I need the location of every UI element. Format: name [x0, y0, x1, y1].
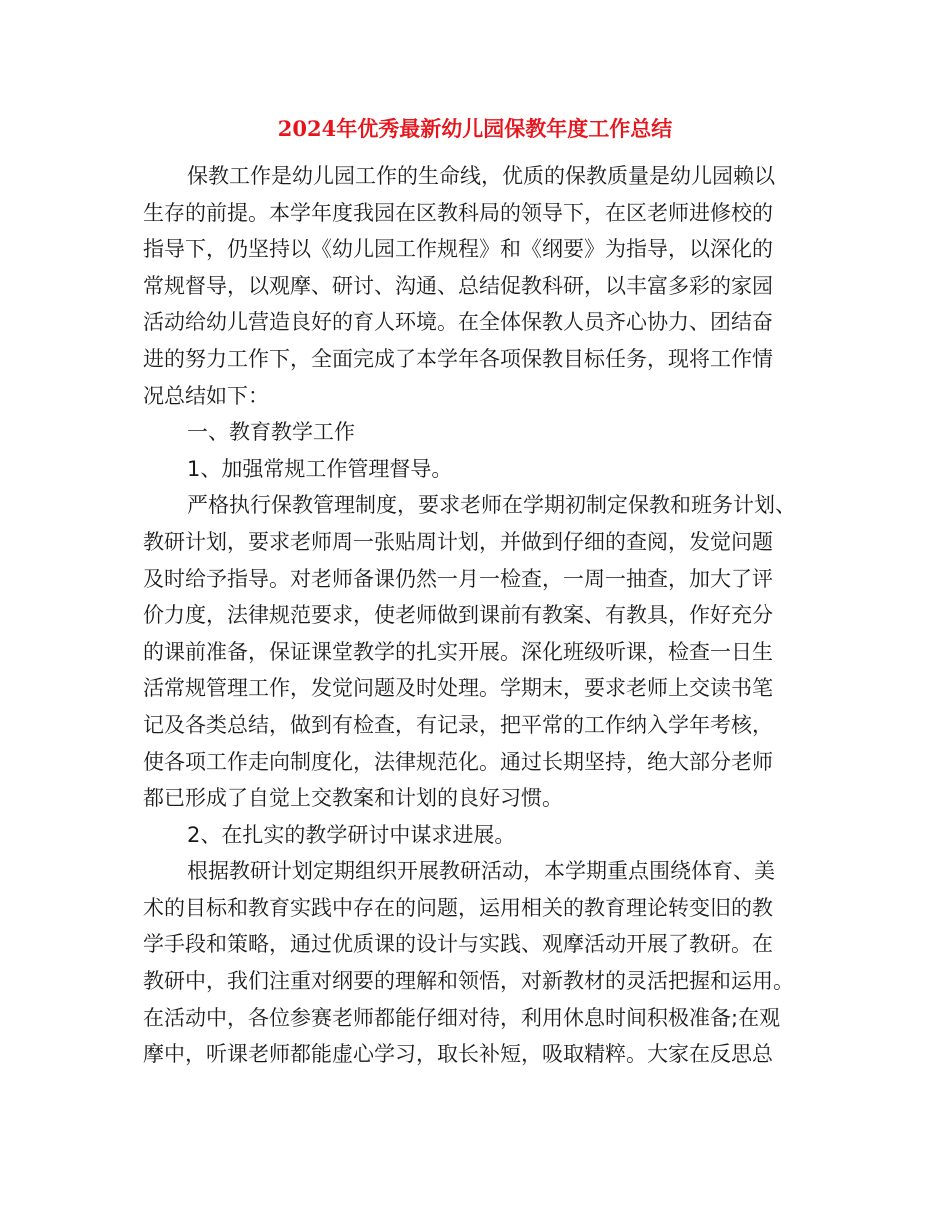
body-line: 一、教育教学工作 — [187, 420, 355, 445]
body-line: 活动给幼儿营造良好的育人环境。在全体保教人员齐心协力、团结奋 — [143, 310, 773, 335]
body-line: 记及各类总结，做到有检查，有记录，把平常的工作纳入学年考核， — [143, 712, 773, 737]
body-line: 活常规管理工作，发觉问题及时处理。学期末，要求老师上交读书笔 — [143, 676, 773, 701]
body-line: 都已形成了自觉上交教案和计划的良好习惯。 — [143, 786, 563, 811]
body-line: 常规督导，以观摩、研讨、沟通、总结促教科研，以丰富多彩的家园 — [143, 273, 773, 298]
document-body — [143, 158, 808, 1073]
body-line: 摩中，听课老师都能虚心学习，取长补短，吸取精粹。大家在反思总 — [143, 1042, 773, 1067]
body-line: 的课前准备，保证课堂教学的扎实开展。深化班级听课，检查一日生 — [143, 639, 773, 664]
body-line: 严格执行保教管理制度，要求老师在学期初制定保教和班务计划、 — [187, 493, 796, 518]
body-line: 生存的前提。本学年度我园在区教科局的领导下，在区老师进修校的 — [143, 200, 773, 225]
body-line: 使各项工作走向制度化，法律规范化。通过长期坚持，绝大部分老师 — [143, 749, 773, 774]
body-line: 指导下，仍坚持以《幼儿园工作规程》和《纲要》为指导，以深化的 — [143, 237, 773, 262]
body-line: 况总结如下： — [143, 383, 269, 408]
body-line: 2、在扎实的教学研讨中谋求进展。 — [187, 822, 516, 847]
body-line: 及时给予指导。对老师备课仍然一月一检查，一周一抽查，加大了评 — [143, 566, 773, 591]
body-line: 学手段和策略，通过优质课的设计与实践、观摩活动开展了教研。在 — [143, 932, 773, 957]
body-line: 根据教研计划定期组织开展教研活动，本学期重点围绕体育、美 — [187, 859, 775, 884]
body-line: 1、加强常规工作管理督导。 — [187, 456, 453, 481]
body-line: 价力度，法律规范要求，使老师做到课前有教案、有教具，作好充分 — [143, 603, 773, 628]
body-line: 进的努力工作下，全面完成了本学年各项保教目标任务，现将工作情 — [143, 346, 773, 371]
body-line: 在活动中，各位参赛老师都能仔细对待，利用休息时间积极准备;在观 — [143, 1005, 781, 1030]
body-line: 术的目标和教育实践中存在的问题，运用相关的教育理论转变旧的教 — [143, 895, 773, 920]
document-title: 2024年优秀最新幼儿园保教年度工作总结 — [277, 116, 673, 141]
body-line: 教研计划，要求老师周一张贴周计划，并做到仔细的查阅，发觉问题 — [143, 529, 773, 554]
body-line: 教研中，我们注重对纲要的理解和领悟，对新教材的灵活把握和运用。 — [143, 969, 794, 994]
body-line: 保教工作是幼儿园工作的生命线，优质的保教质量是幼儿园赖以 — [187, 164, 775, 188]
